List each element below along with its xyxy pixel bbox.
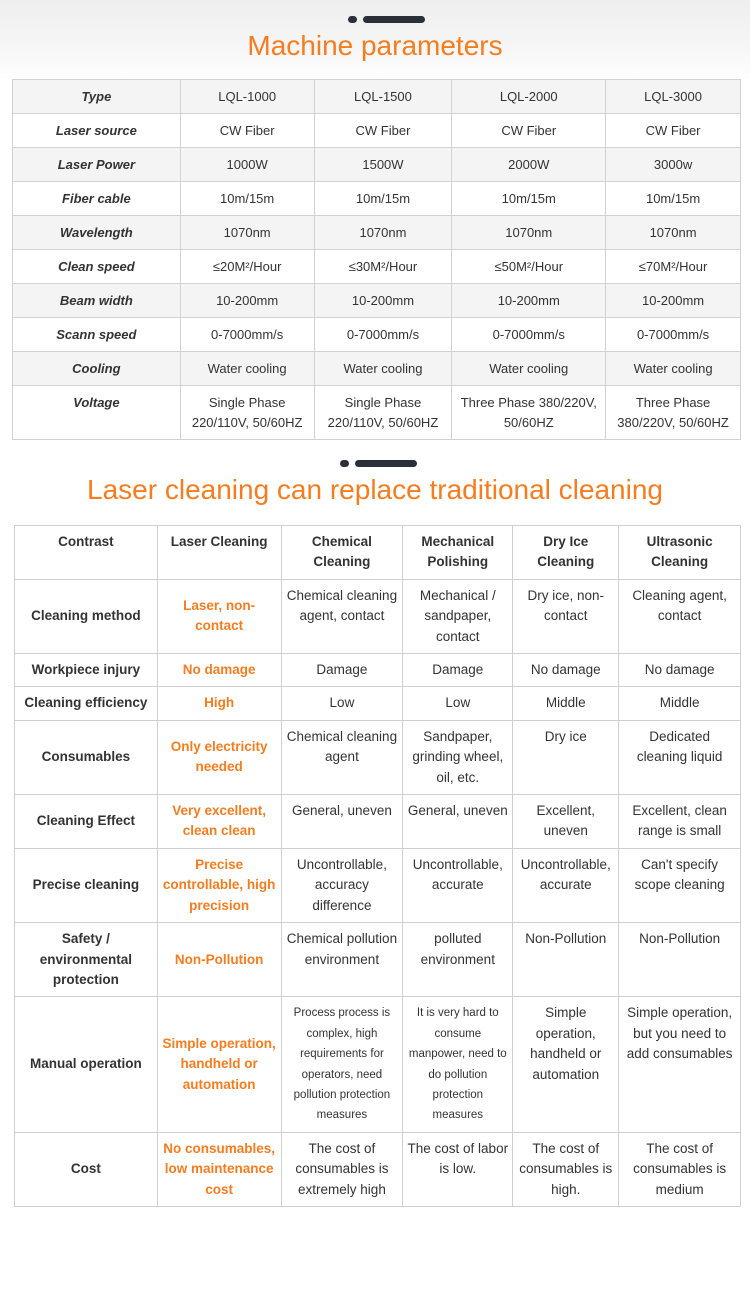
table-cell: Single Phase 220/110V, 50/60HZ bbox=[180, 386, 314, 440]
row-label: Cleaning efficiency bbox=[15, 687, 158, 720]
laser-cleaning-cell: No consumables, low maintenance cost bbox=[157, 1132, 281, 1206]
table-cell: Uncontrollable, accurate bbox=[513, 848, 619, 922]
laser-cleaning-cell: No damage bbox=[157, 654, 281, 687]
table-row bbox=[15, 795, 741, 849]
table-cell: The cost of consumables is extremely high bbox=[281, 1132, 403, 1206]
machine-parameters-table bbox=[12, 79, 741, 440]
table-cell: ≤70M²/Hour bbox=[606, 250, 741, 284]
laser-cleaning-cell: Very excellent, clean clean bbox=[157, 795, 281, 849]
table-cell: 10-200mm bbox=[452, 284, 606, 318]
table-cell: No damage bbox=[619, 654, 741, 687]
table-cell: CW Fiber bbox=[314, 114, 452, 148]
table-cell: Water cooling bbox=[314, 352, 452, 386]
row-label: Scann speed bbox=[13, 318, 181, 352]
table-row bbox=[13, 148, 741, 182]
column-header: LQL-3000 bbox=[606, 80, 741, 114]
table-cell: Excellent, clean range is small bbox=[619, 795, 741, 849]
table-row bbox=[15, 923, 741, 997]
table-cell: Dry ice, non-contact bbox=[513, 579, 619, 653]
table-cell: Damage bbox=[281, 654, 403, 687]
laser-cleaning-cell: Only electricity needed bbox=[157, 720, 281, 794]
table-row bbox=[15, 687, 741, 720]
row-label: Beam width bbox=[13, 284, 181, 318]
table-cell: The cost of consumables is medium bbox=[619, 1132, 741, 1206]
table-cell: ≤30M²/Hour bbox=[314, 250, 452, 284]
table-cell: Single Phase 220/110V, 50/60HZ bbox=[314, 386, 452, 440]
table-cell: 10m/15m bbox=[452, 182, 606, 216]
table-cell: Low bbox=[403, 687, 513, 720]
cleaning-comparison-table bbox=[14, 525, 741, 1207]
table-cell: 10-200mm bbox=[314, 284, 452, 318]
table-cell: 1070nm bbox=[606, 216, 741, 250]
column-header: Ultrasonic Cleaning bbox=[619, 526, 741, 580]
row-label: Consumables bbox=[15, 720, 158, 794]
row-label: Cleaning Effect bbox=[15, 795, 158, 849]
row-label: Cost bbox=[15, 1132, 158, 1206]
table-cell: 10-200mm bbox=[180, 284, 314, 318]
table-cell: Chemical cleaning agent, contact bbox=[281, 579, 403, 653]
table-row bbox=[15, 848, 741, 922]
table-cell: The cost of consumables is high. bbox=[513, 1132, 619, 1206]
table-cell: Three Phase 380/220V, 50/60HZ bbox=[606, 386, 741, 440]
table-cell: CW Fiber bbox=[606, 114, 741, 148]
row-label: Fiber cable bbox=[13, 182, 181, 216]
table-cell: Simple operation, but you need to add consumables bbox=[619, 997, 741, 1132]
table-cell: The cost of labor is low. bbox=[403, 1132, 513, 1206]
table-cell: Three Phase 380/220V, 50/60HZ bbox=[452, 386, 606, 440]
row-label: Laser source bbox=[13, 114, 181, 148]
divider-bar bbox=[355, 460, 417, 467]
laser-cleaning-cell: Non-Pollution bbox=[157, 923, 281, 997]
column-header: Dry Ice Cleaning bbox=[513, 526, 619, 580]
table-cell: 0-7000mm/s bbox=[314, 318, 452, 352]
table-row bbox=[15, 579, 741, 653]
table-row bbox=[13, 352, 741, 386]
column-header: LQL-1000 bbox=[180, 80, 314, 114]
row-label: Clean speed bbox=[13, 250, 181, 284]
table-cell: 3000w bbox=[606, 148, 741, 182]
table-row bbox=[13, 386, 741, 440]
table-row bbox=[13, 114, 741, 148]
column-header: LQL-2000 bbox=[452, 80, 606, 114]
section-title-laser-cleaning: Laser cleaning can replace traditional cleaning bbox=[87, 474, 663, 505]
table-cell: Damage bbox=[403, 654, 513, 687]
table-cell: 10m/15m bbox=[314, 182, 452, 216]
row-label: Safety / environmental protection bbox=[15, 923, 158, 997]
table-row bbox=[13, 284, 741, 318]
table-cell: ≤20M²/Hour bbox=[180, 250, 314, 284]
column-header: Chemical Cleaning bbox=[281, 526, 403, 580]
table-cell: Water cooling bbox=[452, 352, 606, 386]
row-label: Cleaning method bbox=[15, 579, 158, 653]
divider-dot bbox=[348, 16, 357, 23]
table-row bbox=[13, 318, 741, 352]
table-cell: Simple operation, handheld or automation bbox=[513, 997, 619, 1132]
row-label: Manual operation bbox=[15, 997, 158, 1132]
table-cell: 1070nm bbox=[180, 216, 314, 250]
row-label: Wavelength bbox=[13, 216, 181, 250]
laser-cleaning-cell: High bbox=[157, 687, 281, 720]
table-cell: 2000W bbox=[452, 148, 606, 182]
table-cell: 0-7000mm/s bbox=[180, 318, 314, 352]
table-cell: It is very hard to consume manpower, need to do pollution protection measures bbox=[403, 997, 513, 1132]
laser-cleaning-cell: Precise controllable, high precision bbox=[157, 848, 281, 922]
table-cell: 10m/15m bbox=[606, 182, 741, 216]
column-header: Contrast bbox=[15, 526, 158, 580]
table-header-row bbox=[15, 526, 741, 580]
table-cell: CW Fiber bbox=[180, 114, 314, 148]
table-cell: 0-7000mm/s bbox=[452, 318, 606, 352]
row-label: Voltage bbox=[13, 386, 181, 440]
table-cell: 1500W bbox=[314, 148, 452, 182]
table-cell: 10-200mm bbox=[606, 284, 741, 318]
row-label: Workpiece injury bbox=[15, 654, 158, 687]
table-cell: Chemical cleaning agent bbox=[281, 720, 403, 794]
table-row bbox=[13, 182, 741, 216]
table-row bbox=[13, 250, 741, 284]
table-cell: General, uneven bbox=[403, 795, 513, 849]
divider-dot bbox=[340, 460, 349, 467]
table-cell: Dry ice bbox=[513, 720, 619, 794]
table-cell: Water cooling bbox=[606, 352, 741, 386]
table-cell: ≤50M²/Hour bbox=[452, 250, 606, 284]
row-label: Cooling bbox=[13, 352, 181, 386]
table-cell: Non-Pollution bbox=[619, 923, 741, 997]
table-cell: polluted environment bbox=[403, 923, 513, 997]
divider-bar bbox=[363, 16, 425, 23]
section-title-machine-parameters: Machine parameters bbox=[247, 30, 503, 61]
table-cell: Cleaning agent, contact bbox=[619, 579, 741, 653]
table-cell: Can't specify scope cleaning bbox=[619, 848, 741, 922]
table-cell: CW Fiber bbox=[452, 114, 606, 148]
table-cell: Process process is complex, high requirements for operators, need pollution protection measures bbox=[281, 997, 403, 1132]
table-cell: General, uneven bbox=[281, 795, 403, 849]
table-row bbox=[15, 997, 741, 1132]
laser-cleaning-cell: Laser, non-contact bbox=[157, 579, 281, 653]
table-cell: Middle bbox=[619, 687, 741, 720]
table-cell: Dedicated cleaning liquid bbox=[619, 720, 741, 794]
table-cell: Excellent, uneven bbox=[513, 795, 619, 849]
table-row bbox=[13, 80, 741, 114]
table-cell: Low bbox=[281, 687, 403, 720]
table-cell: Uncontrollable, accuracy difference bbox=[281, 848, 403, 922]
column-header: Type bbox=[13, 80, 181, 114]
table-cell: 1070nm bbox=[314, 216, 452, 250]
table-row bbox=[15, 1132, 741, 1206]
table-cell: Non-Pollution bbox=[513, 923, 619, 997]
row-label: Laser Power bbox=[13, 148, 181, 182]
laser-cleaning-cell: Simple operation, handheld or automation bbox=[157, 997, 281, 1132]
table-cell: Water cooling bbox=[180, 352, 314, 386]
table-cell: 1000W bbox=[180, 148, 314, 182]
table-cell: Middle bbox=[513, 687, 619, 720]
table-cell: 1070nm bbox=[452, 216, 606, 250]
table-cell: 10m/15m bbox=[180, 182, 314, 216]
table-row bbox=[15, 654, 741, 687]
column-header: Laser Cleaning bbox=[157, 526, 281, 580]
row-label: Precise cleaning bbox=[15, 848, 158, 922]
table-row bbox=[13, 216, 741, 250]
table-row bbox=[15, 720, 741, 794]
column-header: LQL-1500 bbox=[314, 80, 452, 114]
table-cell: Chemical pollution environment bbox=[281, 923, 403, 997]
column-header: Mechanical Polishing bbox=[403, 526, 513, 580]
table-cell: Uncontrollable, accurate bbox=[403, 848, 513, 922]
table-cell: No damage bbox=[513, 654, 619, 687]
table-cell: Mechanical / sandpaper, contact bbox=[403, 579, 513, 653]
table-cell: Sandpaper, grinding wheel, oil, etc. bbox=[403, 720, 513, 794]
table-cell: 0-7000mm/s bbox=[606, 318, 741, 352]
